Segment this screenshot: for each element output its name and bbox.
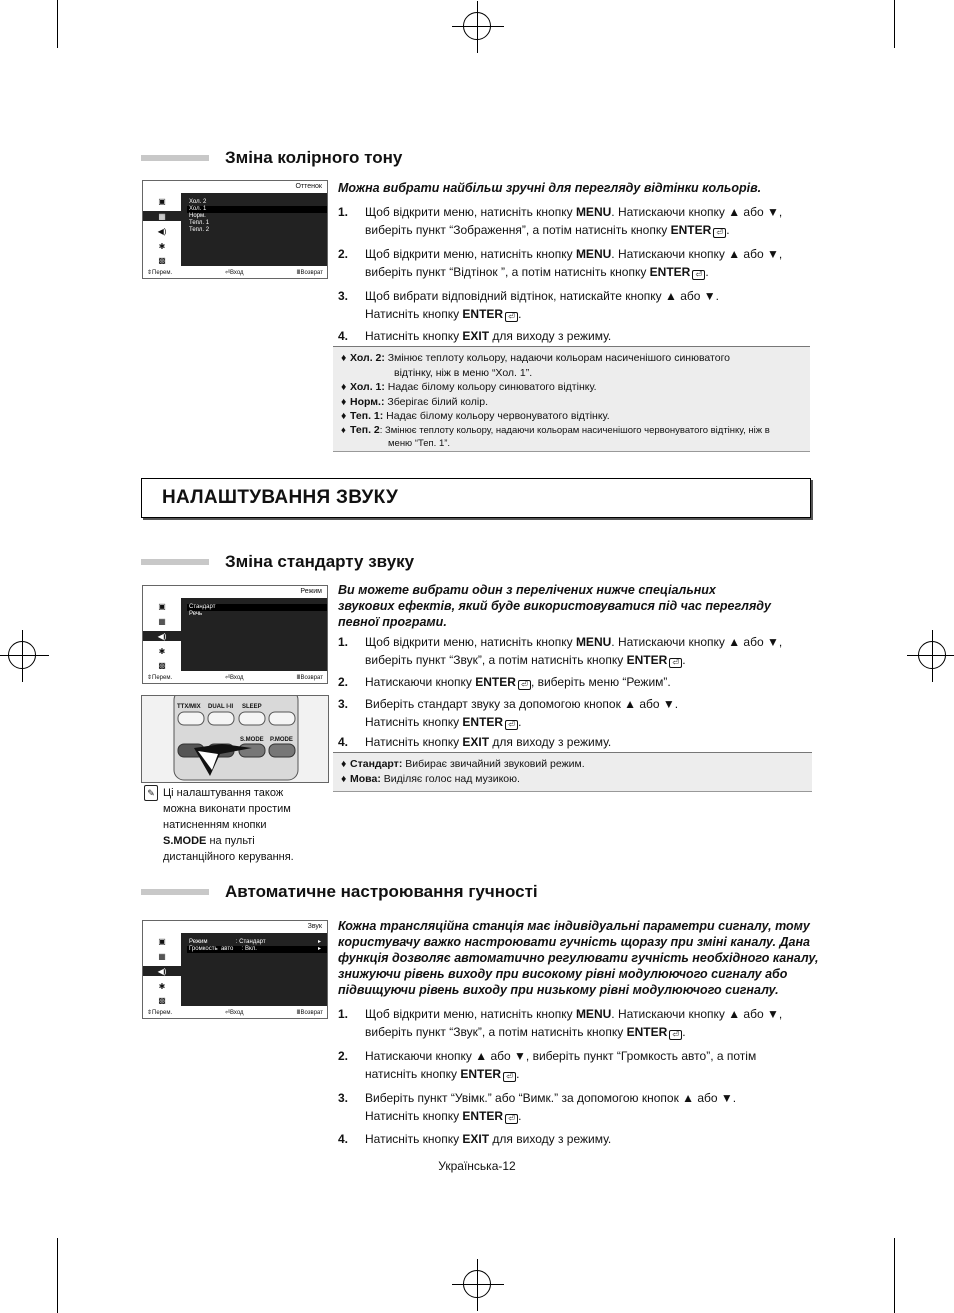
note-box: ♦ Стандарт: Вибирає звичайний звуковий режим. ♦ Мова: Виділяє голос над музикою.: [333, 752, 812, 792]
osd-item: Речь: [189, 611, 203, 617]
step-item: 2. Натискаючи кнопку ▲ або ▼, виберіть пункт “Громкость авто”, а потім натисніть кнопку ENTER ⏎ .: [338, 1049, 757, 1081]
picture-icon: ▣: [158, 196, 166, 206]
osd-header: Режим: [300, 588, 322, 595]
step-item: 1. Щоб відкрити меню, натисніть кнопку MENU. Натискаючи кнопку ▲ або ▼, виберіть пункт “Зображення”, а потім натисніть кнопку ENTER ⏎ .: [338, 205, 783, 237]
step-item: 4. Натисніть кнопку EXIT для виходу з режиму.: [338, 1132, 612, 1146]
picture-icon: ▣: [158, 601, 166, 611]
osd-footer-return: ⅢВозврат: [296, 1009, 323, 1016]
step-item: 4. Натисніть кнопку EXIT для виходу з режиму.: [338, 735, 612, 749]
step-item: 1. Щоб відкрити меню, натисніть кнопку MENU. Натискаючи кнопку ▲ або ▼, виберіть пункт “Звук”, а потім натисніть кнопку ENTER ⏎ .: [338, 1007, 783, 1039]
channel-icon: ▩: [158, 660, 166, 670]
picture-icon: ▣: [158, 936, 166, 946]
section-title: Автоматичне настроювання гучності: [225, 882, 538, 901]
step-item: 1. Щоб відкрити меню, натисніть кнопку MENU. Натискаючи кнопку ▲ або ▼, виберіть пункт “Звук”, а потім натисніть кнопку ENTER ⏎ .: [338, 635, 783, 667]
section-intro: Кожна трансляційна станція має індивідуальні параметри сигналу, тому користувачу важко настроювати гучність щоразу при зміні каналу. Дана функція дозволяє автоматично регулювати гучність необхідного каналу, знижуючи рівень виходу при високому рівні модулюючого сигналу або підвищуючи рівень виходу при низькому рівні модулюючого сигналу.: [338, 919, 819, 997]
osd-header: Звук: [307, 923, 322, 930]
registration-mark: [463, 1270, 491, 1298]
section-heading: [141, 882, 538, 902]
remote-control-illustration: [141, 695, 329, 783]
osd-footer-enter: ⏎Вход: [224, 674, 244, 681]
section-title: Зміна стандарту звуку: [225, 552, 415, 571]
heading-bar: [141, 889, 209, 895]
picture-menu-icon: ▦: [158, 951, 166, 961]
enter-icon: ⏎: [713, 228, 726, 238]
crop-mark: [57, 1238, 58, 1313]
registration-mark: [918, 641, 946, 669]
step-item: 2. Натискаючи кнопку ENTER ⏎ , виберіть меню “Режим”.: [338, 675, 671, 689]
crop-mark: [894, 0, 895, 48]
section-intro: Ви можете вибрати один з перелічених нижче спеціальних звукових ефектів, який буде використовуватися під час перегляду певної програми.: [338, 583, 771, 629]
osd-item-selected: Хол. 1: [187, 206, 327, 213]
osd-item: Норм.: [189, 213, 206, 219]
osd-item-selected: Стандарт: [187, 604, 327, 611]
note-icon: ✎: [144, 785, 158, 801]
chapter-title: НАЛАШТУВАННЯ ЗВУКУ: [141, 478, 811, 518]
remote-drawing: [142, 696, 329, 783]
osd-item: Тепл. 1: [189, 220, 210, 226]
setup-icon: ✱: [158, 981, 166, 991]
tip-text: Ці налаштування також можна виконати простим натисненням кнопки S.MODE на пульті дистанційного керування.: [163, 787, 294, 863]
osd-footer-move: ⇕Перем.: [147, 269, 173, 276]
heading-bar: [141, 155, 209, 161]
step-item: 4. Натисніть кнопку EXIT для виходу з режиму.: [338, 329, 612, 343]
osd-footer-move: ⇕Перем.: [147, 674, 173, 681]
sound-icon: ◀): [143, 631, 181, 641]
step-item: 3. Щоб вибрати відповідний відтінок, натискайте кнопку ▲ або ▼. Натисніть кнопку ENTER ⏎ .: [338, 289, 719, 321]
enter-icon: ⏎: [503, 1072, 516, 1082]
setup-icon: ✱: [158, 241, 166, 251]
osd-item-selected: Громкость авто : Вкл. ▸: [187, 946, 327, 953]
step-item: 2. Щоб відкрити меню, натисніть кнопку MENU. Натискаючи кнопку ▲ або ▼, виберіть пункт “Відтінок ”, а потім натисніть кнопку ENTER ⏎ .: [338, 247, 783, 279]
section-heading: [141, 552, 414, 572]
osd-item: Режим : Стандарт ▸: [189, 939, 321, 945]
remote-label-smode: S.MODE: [240, 737, 264, 743]
section-title: Зміна колірного тону: [225, 148, 403, 167]
enter-icon: ⏎: [692, 270, 705, 280]
crop-mark: [894, 1238, 895, 1313]
osd-menu-sound: [142, 920, 328, 1019]
heading-bar: [141, 559, 209, 565]
picture-menu-icon: ▦: [158, 616, 166, 626]
enter-icon: ⏎: [505, 312, 518, 322]
step-item: 3. Виберіть стандарт звуку за допомогою кнопок ▲ або ▼. Натисніть кнопку ENTER ⏎ .: [338, 697, 679, 729]
enter-icon: ⏎: [505, 1114, 518, 1124]
remote-label-pmode: P.MODE: [270, 737, 293, 743]
note-box: ♦ Хол. 2: Змінює теплоту кольору, надаючи кольорам насиченішого синюватого відтінку, ніж в меню “Хол. 1”. ♦ Хол. 1: Надає білому кольору синюватого відтінку. ♦ Норм.: Зберігає білий колір. ♦ Теп. 1: Надає білому кольору червонуватого відтінку. ♦ Теп. 2: Змінює теплоту кольору, надаючи кольорам насиченішого червонуватого відтінку, ніж в меню “Теп. 1”.: [333, 346, 810, 452]
picture-menu-icon: ▦: [143, 211, 181, 221]
enter-icon: ⏎: [669, 1030, 682, 1040]
enter-icon: ⏎: [669, 658, 682, 668]
page-footer: Українська-12: [438, 1159, 516, 1173]
osd-menu-tint: [142, 180, 328, 279]
osd-item: Тепл. 2: [189, 227, 210, 233]
channel-icon: ▩: [158, 995, 166, 1005]
osd-item: Хол. 2: [189, 199, 207, 205]
osd-header: Оттенок: [295, 183, 322, 190]
osd-footer-enter: ⏎Вход: [224, 269, 244, 276]
osd-footer-return: ⅢВозврат: [296, 269, 323, 276]
osd-menu-sound-mode: [142, 585, 328, 684]
channel-icon: ▩: [158, 255, 166, 265]
osd-footer-return: ⅢВозврат: [296, 674, 323, 681]
osd-footer-enter: ⏎Вход: [224, 1009, 244, 1016]
osd-footer-move: ⇕Перем.: [147, 1009, 173, 1016]
section-intro: Можна вибрати найбільш зручні для перегляду відтінки кольорів.: [338, 181, 762, 195]
sound-icon: ◀): [157, 226, 167, 236]
sound-icon: ◀): [143, 966, 181, 976]
remote-label-dual: DUAL I-II: [208, 704, 234, 710]
remote-label-sleep: SLEEP: [242, 704, 262, 710]
step-item: 3. Виберіть пункт “Увімк.” або “Вимк.” за допомогою кнопок ▲ або ▼. Натисніть кнопку ENTER ⏎ .: [338, 1091, 737, 1123]
setup-icon: ✱: [158, 646, 166, 656]
registration-mark: [463, 12, 491, 40]
crop-mark: [57, 0, 58, 48]
remote-label-ttx: TTX/MIX: [177, 704, 201, 710]
registration-mark: [8, 641, 36, 669]
section-heading: [141, 148, 402, 168]
enter-icon: ⏎: [505, 720, 518, 730]
enter-icon: ⏎: [518, 680, 531, 690]
